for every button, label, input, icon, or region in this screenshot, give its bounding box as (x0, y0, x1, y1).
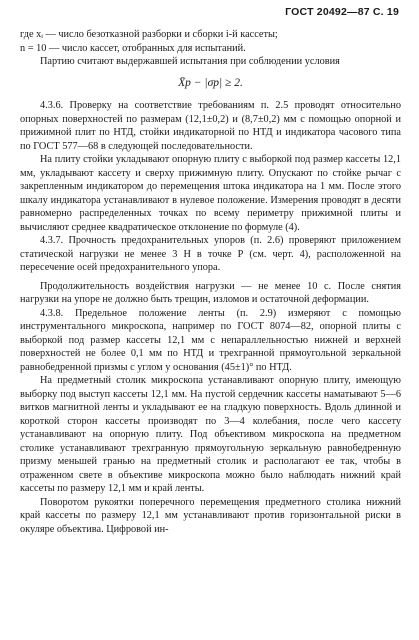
document-body (20, 28, 401, 536)
paragraph: 4.3.6. Проверку на соответствие требованиям п. 2.5 проводят относительно опорных поверхностей по размерам (12,1±0,2) и (8,7±0,2) мм с помощью опорной и прижимной плит по НТД, стойки индикаторной по НТД и индикатора часового типа по ГОСТ 577—68 в следующей последовательности. (20, 100, 401, 152)
paragraph: Поворотом рукоятки поперечного перемещения предметного столика нижний край кассеты по размеру 12,1 мм устанавливают против горизонтальной риски в окуляре объектива. Цифровой ин- (20, 496, 401, 535)
page-header: ГОСТ 20492—87 С. 19 (285, 6, 399, 18)
paragraph: 4.3.8. Предельное положение ленты (п. 2.9) измеряют с помощью инструментального микроскопа, например по ГОСТ 8074—82, опорной плиты с выборкой под размер кассеты 12,1 мм с непараллельностью нижней и верхней поверхностей не более 0,1 мм по НТД и трехгранной прямоугольной зеркальной равнобедренной призмы с углом у основания (45±1)° по НТД. (20, 307, 401, 373)
paragraph: Партию считают выдержавшей испытания при соблюдении условия (40, 56, 340, 67)
formula: X̄p − |σp| ≥ 2. (178, 76, 243, 89)
paragraph: где xᵢ — число безотказной разборки и сборки i-й кассеты; (20, 29, 278, 40)
paragraph: 4.3.7. Прочность предохранительных упоров (п. 2.6) проверяют приложением статической нагрузки не менее 3 Н в точке Р (см. черт. 4), расположенной на пересечение осей предохранительного упора. (20, 235, 401, 273)
paragraph: На предметный столик микроскопа устанавливают опорную плиту, имеющую выборку под выступ кассеты 12,1 мм. На пустой сердечник кассеты наматывают 5—6 витков магнитной ленты и укладывают ее на гладкую поверхность. Вдоль длинной и короткой сторон кассеты производят по 3—4 колебания, после чего кассету устанавливают на опорную плиту. Под объективом микроскопа на предметном столике устанавливают трехгранную прямоугольную зеркальную равнобедренную призму меньшей гранью на предметный столик и располагают ее так, чтобы в отраженном свете в объективе микроскопа можно было наблюдать нижний край кассеты по размеру 12,1 мм и край ленты. (20, 375, 401, 494)
paragraph: n = 10 — число кассет, отобранных для испытаний. (20, 42, 246, 54)
paragraph: Продолжительность воздействия нагрузки — не менее 10 с. После снятия нагрузки на упоре не должно быть трещин, изломов и остаточной деформации. (20, 280, 401, 305)
paragraph: На плиту стойки укладывают опорную плиту с выборкой под размер кассеты 12,1 мм, укладывают кассету и сверху прижимную плиту. Опускают по стойке рычаг с закрепленным индикатором до перемещения штока индикатора на 1 мм. После этого шкалу индикатора устанавливают в нулевое положение. Измерения проводят в десяти равномерно распределенных точках по всему периметру прижимной плиты и вычисляют среднее квадратическое отклонение по формуле (4). (20, 154, 401, 233)
